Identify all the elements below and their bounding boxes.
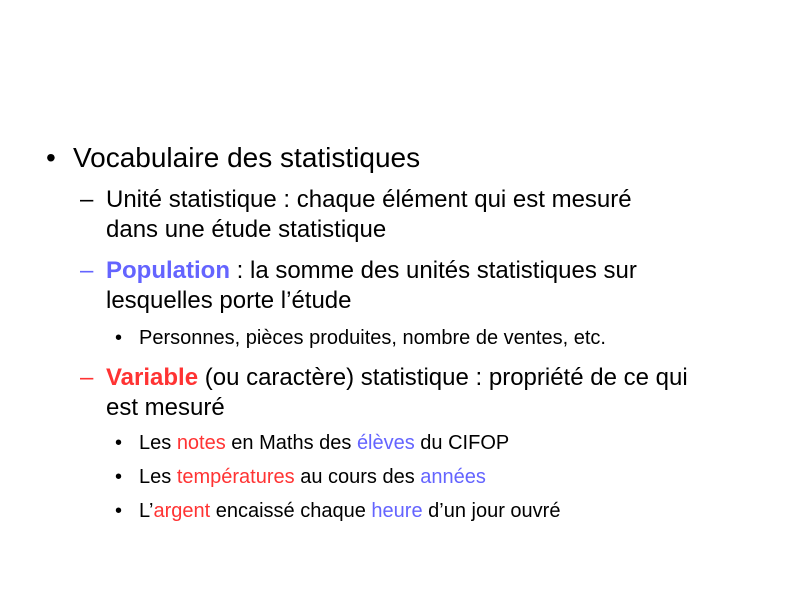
highlight-variable: températures	[176, 466, 295, 488]
bullet-marker: •	[46, 142, 56, 173]
variable-definition: (ou caractère) statistique : propriété de ce qui	[198, 364, 688, 391]
text-fragment: au cours des	[294, 466, 421, 488]
dash-marker: –	[80, 186, 94, 213]
text-fragment: en Maths des	[225, 432, 357, 454]
dash-marker: –	[80, 364, 94, 391]
variable-example-argent	[139, 500, 560, 523]
text-fragment: du CIFOP	[414, 432, 510, 454]
bullet-marker: •	[115, 432, 123, 454]
variable-term: Variable	[106, 364, 199, 391]
variable-example-temperatures	[139, 466, 486, 489]
unite-line-2: dans une étude statistique	[106, 216, 387, 243]
variable-example-notes	[139, 432, 509, 455]
text-fragment: Les	[139, 432, 177, 454]
highlight-variable: notes	[176, 432, 226, 454]
highlight-population: années	[420, 466, 486, 488]
text-fragment: L’	[139, 500, 154, 522]
text-fragment: d’un jour ouvré	[422, 500, 561, 522]
bullet-marker: •	[115, 500, 123, 522]
highlight-population: heure	[371, 500, 423, 522]
population-line-2: lesquelles porte l’étude	[106, 287, 352, 314]
population-example: Personnes, pièces produites, nombre de ventes, etc.	[139, 327, 606, 349]
population-term: Population	[106, 257, 230, 284]
variable-line-1	[106, 364, 688, 392]
bullet-marker: •	[115, 466, 123, 488]
highlight-variable: argent	[153, 500, 211, 522]
population-line-1	[106, 257, 637, 285]
heading-vocabulaire: Vocabulaire des statistiques	[73, 142, 421, 173]
highlight-population: élèves	[356, 432, 415, 454]
text-fragment: Les	[139, 466, 177, 488]
population-definition: : la somme des unités statistiques sur	[229, 257, 637, 284]
dash-marker: –	[80, 257, 94, 284]
variable-line-2: est mesuré	[106, 394, 225, 421]
unite-line-1: Unité statistique : chaque élément qui est mesuré	[106, 186, 632, 213]
bullet-marker: •	[115, 327, 123, 349]
text-fragment: encaissé chaque	[210, 500, 372, 522]
